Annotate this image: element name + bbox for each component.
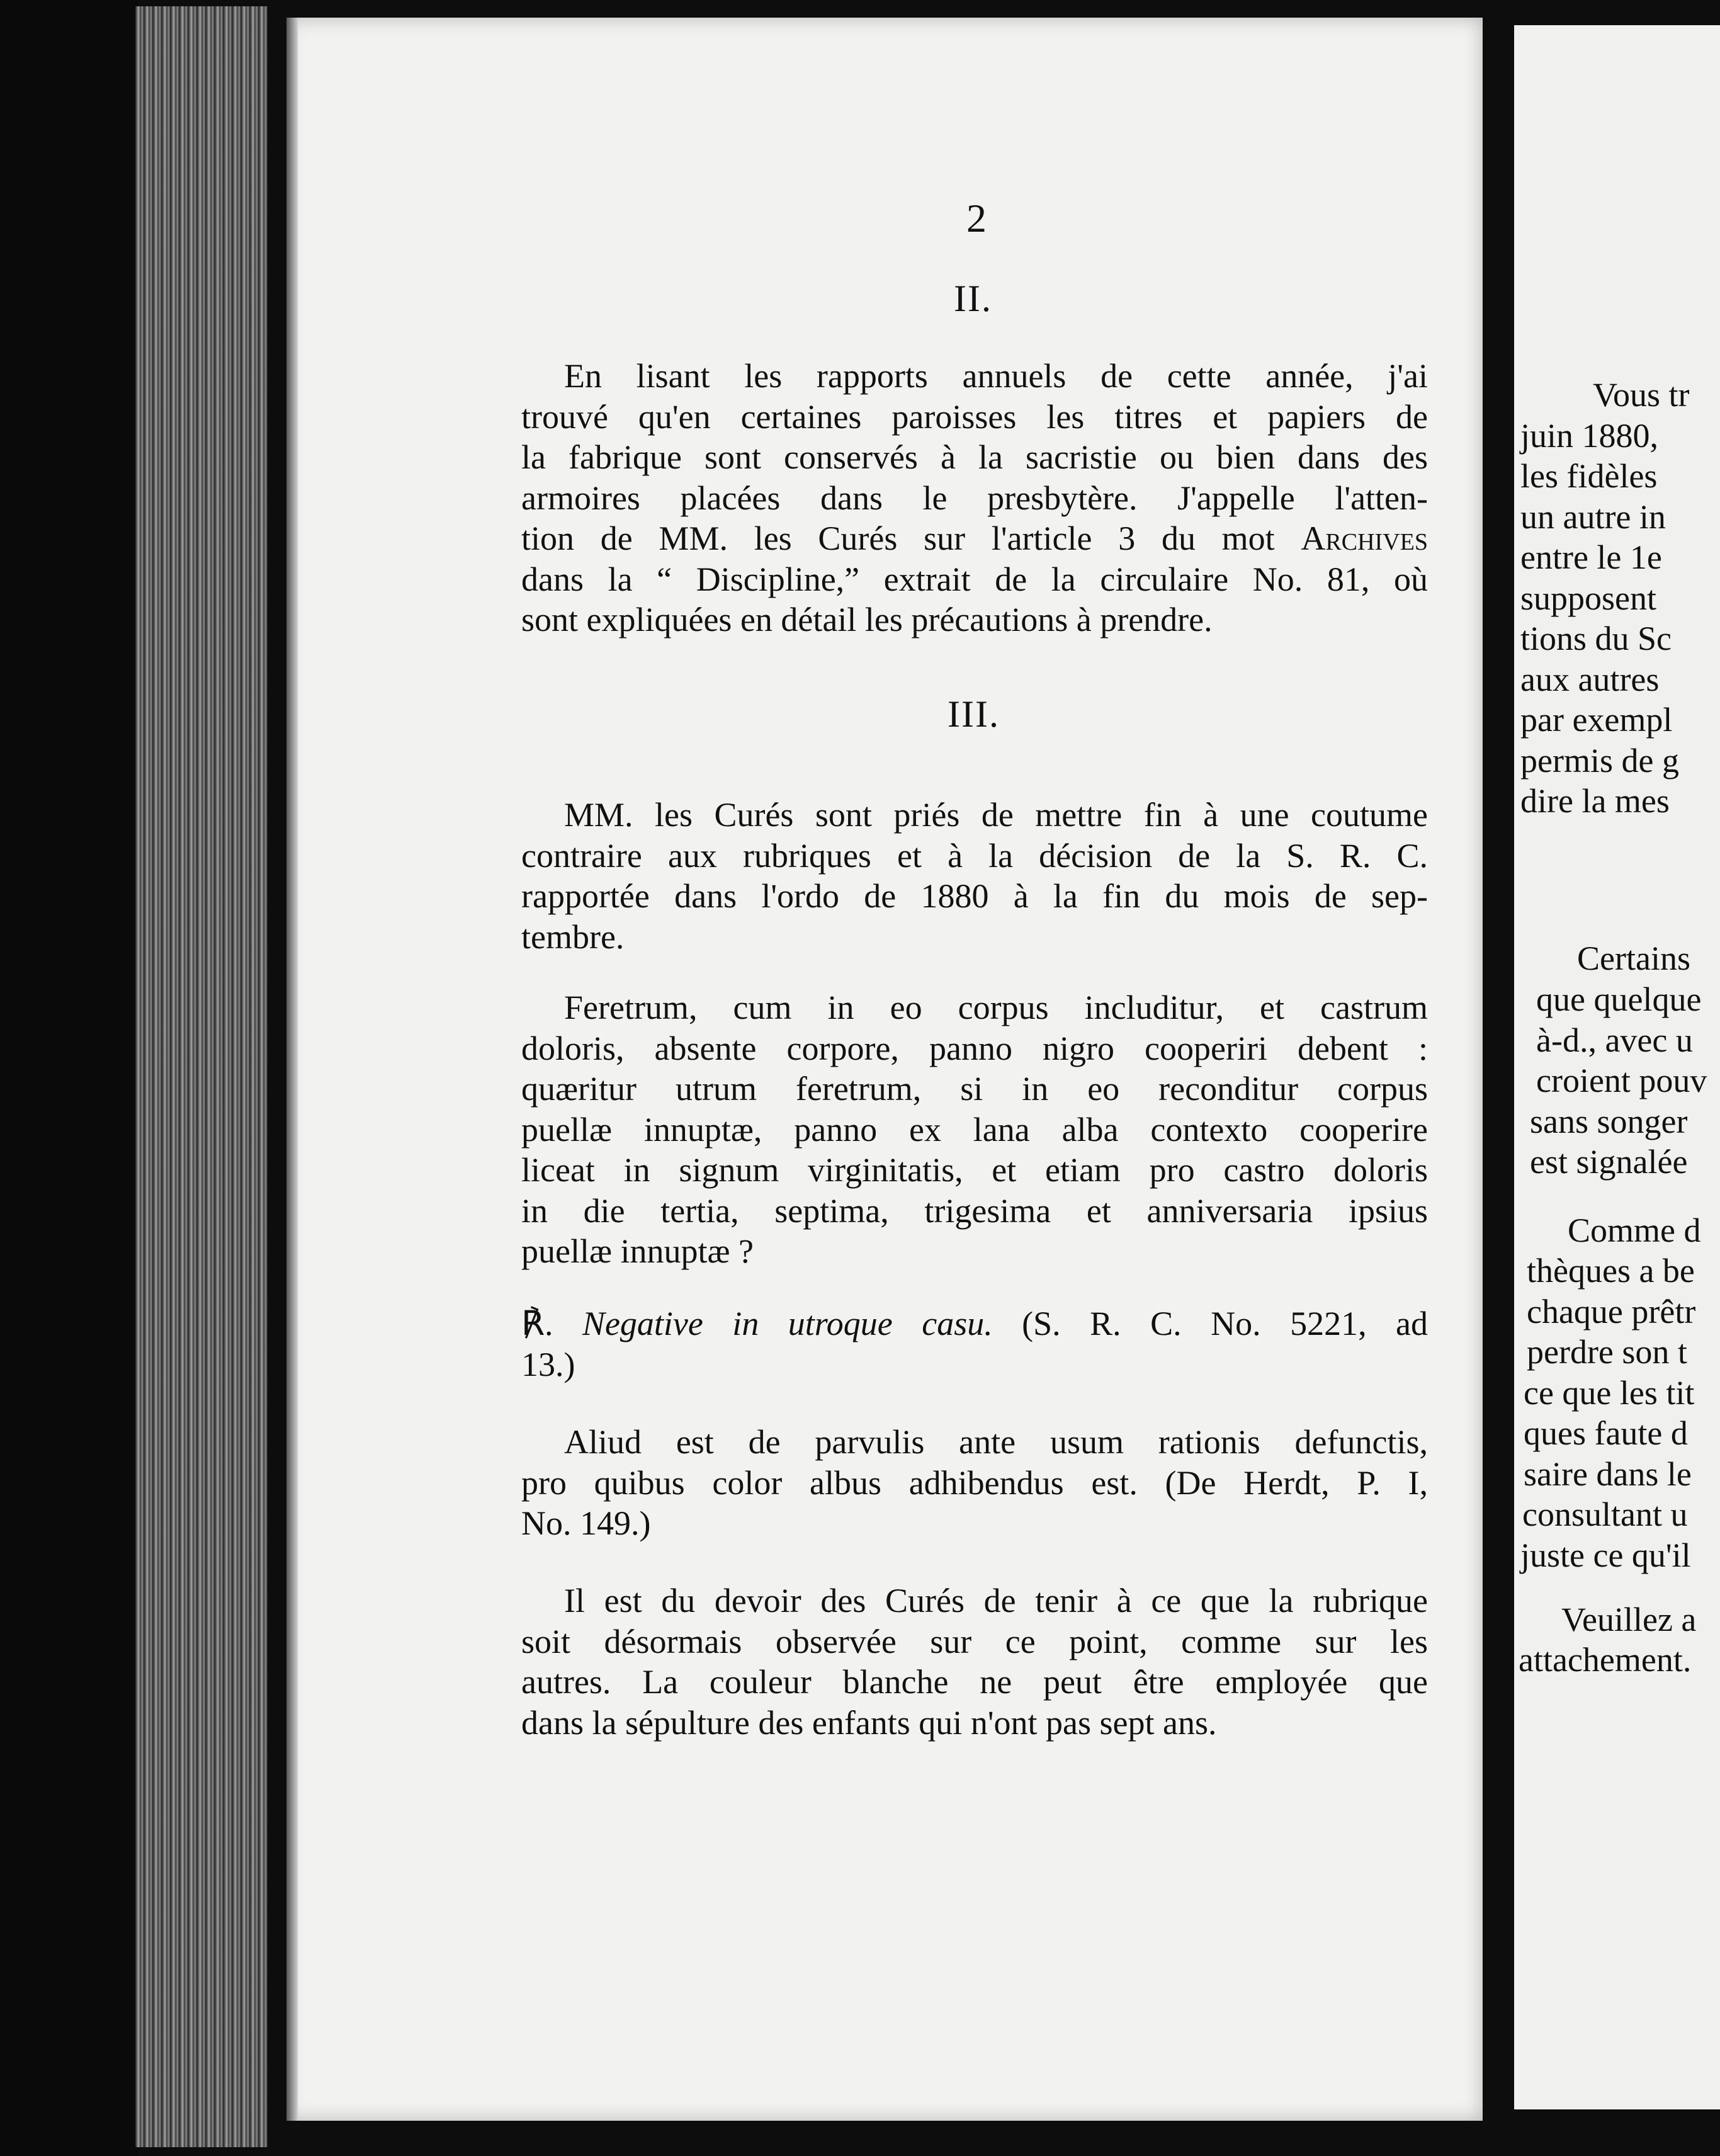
right-text-line: à-d., avec u [1536,1021,1693,1059]
right-text-line: perdre son t [1527,1333,1687,1371]
text-line: liceat in signum virginitatis, et etiam pro castro doloris [521,1151,1428,1189]
right-text-line: juste ce qu'il [1520,1536,1691,1574]
right-text-line: saire dans le [1524,1455,1692,1493]
right-text-line: sans songer [1530,1103,1688,1140]
text-fragment: tion de MM. les Curés sur l'article 3 du mot [521,519,1275,557]
section-heading-iii: III. [948,693,1000,735]
text-line: autres. La couleur blanche ne peut être employée que [521,1663,1428,1701]
section-iii-response [521,1303,1428,1385]
right-text-line: que quelque [1536,980,1702,1018]
text-line: trouvé qu'en certaines paroisses les titres et papiers de [521,397,1428,436]
text-line: armoires placées dans le presbytère. J'appelle l'atten- [521,479,1428,517]
right-text-line: tions du Sc [1520,620,1672,657]
text-line: doloris, absente corpore, panno nigro cooperiri debent : [521,1029,1428,1067]
section-iii-latin-question [521,987,1428,1272]
right-text-line: juin 1880, [1520,417,1659,455]
section-ii-paragraph [521,356,1428,640]
right-text-line: est signalée [1530,1143,1688,1181]
text-line [521,1303,1428,1344]
text-line: Aliud est de parvulis ante usum rationis defunctis, [564,1423,1428,1461]
right-text-line: chaque prêtr [1527,1293,1696,1330]
text-line: pro quibus color albus adhibendus est. (De Herdt, P. I, [521,1463,1428,1502]
text-line: No. 149.) [521,1504,651,1542]
response-symbol: ℟. [521,1305,553,1342]
section-heading-ii: II. [954,278,992,319]
right-text-line: attachement. [1519,1641,1692,1679]
scan-background [0,0,139,2156]
right-text-line: Comme d [1568,1211,1701,1249]
response-italic: Negative in utroque casu. [582,1305,993,1342]
text-line: 13.) [521,1345,575,1383]
text-line: tembre. [521,917,625,956]
text-line: MM. les Curés sont priés de mettre fin à une coutume [564,796,1428,834]
right-text-line: dire la mes [1520,782,1670,820]
text-line: dans la sépulture des enfants qui n'ont pas sept ans. [521,1703,1217,1742]
text-line [521,518,1428,559]
right-text-line: par exempl [1520,701,1673,739]
right-text-line: un autre in [1520,498,1666,536]
section-iii-paragraph-5 [521,1580,1428,1743]
text-line: la fabrique sont conservés à la sacristie ou bien dans des [521,438,1428,476]
book-page-edges [135,6,268,2147]
text-line: dans la “ Discipline,” extrait de la circulaire No. 81, où [521,560,1428,598]
text-line: rapportée dans l'ordo de 1880 à la fin du mois de sep- [521,877,1428,915]
right-text-line: les fidèles [1520,457,1658,495]
right-text-line: Vous tr [1593,376,1690,414]
archives-word: Archives [1301,519,1428,557]
page-number: 2 [966,196,987,241]
text-line: Feretrum, cum in eo corpus includitur, et castrum [564,989,1428,1026]
right-text-line: ques faute d [1524,1414,1688,1452]
text-line: En lisant les rapports annuels de cette année, j'ai [564,357,1428,395]
right-text-line: supposent [1520,579,1656,617]
section-iii-paragraph-4 [521,1422,1428,1544]
right-text-line: consultant u [1522,1495,1688,1533]
text-line: puellæ innuptæ ? [521,1232,754,1270]
text-line: sont expliquées en détail les précautions à prendre. [521,601,1213,638]
text-line: soit désormais observée sur ce point, comme sur les [521,1622,1428,1660]
right-text-line: ce que les tit [1524,1374,1695,1412]
right-text-line: thèques a be [1527,1252,1695,1290]
right-text-line: Veuillez a [1561,1601,1697,1638]
response-citation: (S. R. C. No. 5221, ad [1022,1305,1428,1342]
right-text-line: entre le 1e [1520,538,1662,576]
text-line: Il est du devoir des Curés de tenir à ce que la rubrique [564,1582,1428,1620]
section-iii-paragraph-1 [521,795,1428,957]
right-text-line: Certains [1577,939,1690,977]
right-text-line: aux autres [1520,661,1660,698]
text-line: puellæ innuptæ, panno ex lana alba contexto cooperire [521,1110,1428,1149]
text-line: contraire aux rubriques et à la décision de la S. R. C. [521,836,1428,875]
right-text-line: croient pouv [1536,1062,1707,1099]
right-text-line: permis de g [1520,742,1679,780]
text-line: quæritur utrum feretrum, si in eo reconditur corpus [521,1070,1428,1108]
text-line: in die tertia, septima, trigesima et anniversaria ipsius [521,1191,1428,1230]
